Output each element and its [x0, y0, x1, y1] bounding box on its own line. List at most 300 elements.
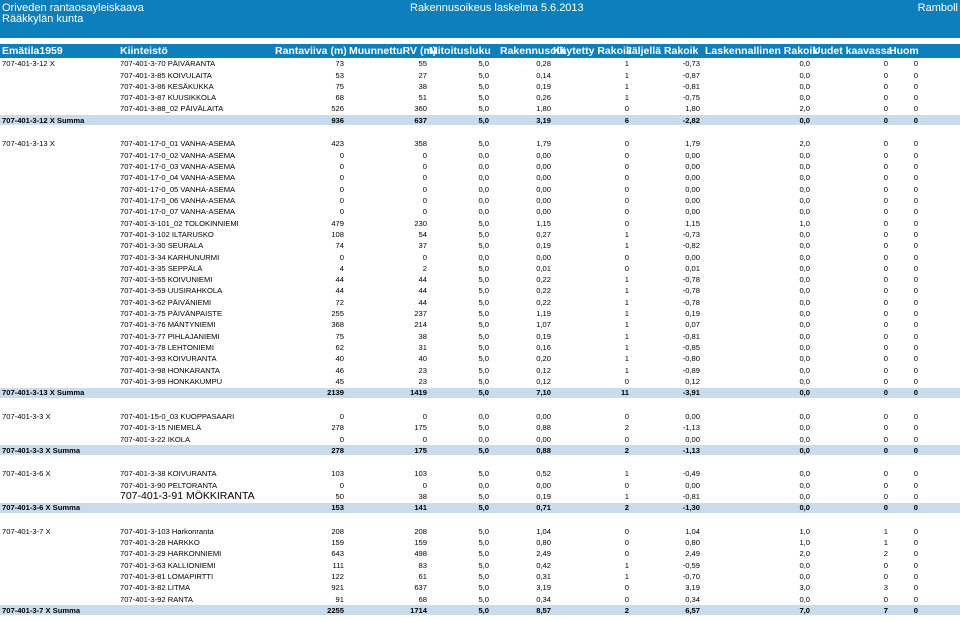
cell-note: 0	[913, 365, 918, 375]
cell-new-in-plan: 0	[883, 139, 888, 149]
cell-used-rights: 1	[624, 492, 629, 501]
cell-property: 707-401-3-103 Harkonranta	[120, 526, 214, 536]
summary-note: 0	[913, 388, 918, 398]
cell-property: 707-401-3-81 LOMAPIRTTI	[120, 572, 214, 582]
cell-remaining-rights: 0,00	[685, 411, 700, 421]
cell-used-rights: 1	[624, 572, 629, 582]
cell-note: 0	[913, 594, 918, 604]
cell-dimensioning-factor: 5,0	[478, 81, 489, 91]
cell-property: 707-401-17-0_05 VANHA-ASEMA	[120, 184, 236, 194]
cell-remaining-rights: -0,81	[682, 331, 700, 341]
column-header: Jäljellä Rakoik	[626, 45, 699, 57]
cell-shoreline-length: 111	[332, 560, 344, 570]
cell-building-rights: 0,16	[536, 343, 551, 353]
cell-shoreline-length: 122	[331, 572, 344, 582]
cell-converted-shoreline: 159	[414, 538, 427, 548]
cell-used-rights: 0	[624, 139, 629, 149]
cell-building-rights: 0,31	[536, 572, 551, 582]
cell-used-rights: 0	[624, 195, 629, 205]
cell-converted-shoreline: 23	[418, 365, 427, 375]
cell-building-rights: 0,52	[536, 469, 551, 479]
cell-calculated-rights: 0,0	[799, 286, 810, 296]
cell-building-rights: 0,80	[536, 538, 551, 548]
cell-calculated-rights: 0,0	[799, 377, 810, 387]
cell-remaining-rights: 1,79	[685, 139, 700, 149]
cell-dimensioning-factor: 5,0	[478, 354, 489, 364]
cell-new-in-plan: 0	[883, 263, 888, 273]
cell-used-rights: 0	[624, 161, 629, 171]
cell-building-rights: 0,00	[536, 161, 551, 171]
cell-dimensioning-factor: 0,0	[478, 480, 489, 490]
cell-note: 0	[913, 59, 918, 69]
cell-converted-shoreline: 0	[422, 150, 427, 160]
cell-used-rights: 1	[624, 59, 629, 69]
cell-calculated-rights: 0,0	[799, 320, 810, 330]
cell-remaining-rights: -0,80	[682, 354, 700, 364]
municipality-name: Rääkkylän kunta	[2, 13, 84, 25]
cell-note: 0	[913, 320, 918, 330]
cell-new-in-plan: 0	[883, 207, 888, 217]
cell-remaining-rights: -0,59	[682, 560, 700, 570]
cell-new-in-plan: 0	[883, 59, 888, 69]
cell-note: 0	[913, 423, 918, 433]
cell-new-in-plan: 3	[883, 583, 888, 593]
cell-property: 707-401-3-76 MÄNTYNIEMI	[120, 320, 216, 330]
cell-converted-shoreline: 44	[418, 286, 427, 296]
cell-remaining-rights: -0,81	[682, 81, 700, 91]
summary-new-in-plan: 0	[883, 445, 888, 455]
cell-remaining-rights: 0,00	[685, 173, 700, 183]
cell-used-rights: 1	[624, 241, 629, 251]
cell-note: 0	[913, 229, 918, 239]
summary-converted-shoreline: 1419	[410, 388, 427, 398]
cell-dimensioning-factor: 0,0	[478, 207, 489, 217]
cell-remaining-rights: -0,89	[682, 365, 700, 375]
cell-property: 707-401-3-77 PIHLAJANIEMI	[120, 331, 220, 341]
cell-dimensioning-factor: 5,0	[478, 93, 489, 103]
cell-dimensioning-factor: 5,0	[478, 583, 489, 593]
column-header: Huom	[889, 45, 919, 57]
cell-calculated-rights: 0,0	[799, 275, 810, 285]
cell-calculated-rights: 0,0	[799, 263, 810, 273]
cell-calculated-rights: 0,0	[799, 492, 810, 501]
cell-note: 0	[913, 297, 918, 307]
cell-property: 707-401-3-70 PÄIVÄRANTA	[120, 59, 216, 69]
cell-new-in-plan: 0	[883, 365, 888, 375]
cell-new-in-plan: 0	[883, 343, 888, 353]
cell-note: 0	[913, 252, 918, 262]
cell-dimensioning-factor: 5,0	[478, 560, 489, 570]
cell-dimensioning-factor: 5,0	[478, 70, 489, 80]
cell-converted-shoreline: 61	[418, 572, 427, 582]
cell-converted-shoreline: 83	[418, 560, 427, 570]
cell-calculated-rights: 0,0	[799, 423, 810, 433]
cell-calculated-rights: 0,0	[799, 150, 810, 160]
cell-dimensioning-factor: 5,0	[478, 309, 489, 319]
cell-parent-estate: 707-401-3-6 X	[2, 469, 51, 479]
cell-dimensioning-factor: 0,0	[478, 150, 489, 160]
cell-note: 0	[913, 469, 918, 479]
summary-row	[0, 388, 960, 398]
cell-calculated-rights: 0,0	[799, 469, 810, 479]
cell-parent-estate: 707-401-3-12 X	[2, 59, 55, 69]
summary-new-in-plan: 7	[883, 605, 888, 615]
summary-converted-shoreline: 175	[414, 445, 427, 455]
cell-parent-estate: 707-401-3-3 X	[2, 411, 51, 421]
cell-note: 0	[913, 331, 918, 341]
summary-note: 0	[913, 445, 918, 455]
cell-new-in-plan: 0	[883, 252, 888, 262]
summary-used-rights: 2	[624, 503, 629, 513]
cell-property: 707-401-3-15 NIEMELÄ	[120, 423, 202, 433]
cell-new-in-plan: 0	[883, 93, 888, 103]
cell-used-rights: 1	[624, 331, 629, 341]
cell-note: 0	[913, 161, 918, 171]
cell-property: 707-401-3-28 HARKKO	[120, 538, 200, 548]
summary-dimensioning-factor: 5,0	[478, 605, 489, 615]
summary-dimensioning-factor: 5,0	[478, 445, 489, 455]
summary-calculated-rights: 0,0	[799, 115, 810, 125]
cell-converted-shoreline: 0	[422, 195, 427, 205]
summary-used-rights: 11	[620, 388, 629, 398]
summary-shoreline-length: 2139	[327, 388, 344, 398]
cell-remaining-rights: 0,00	[685, 150, 700, 160]
cell-used-rights: 0	[624, 263, 629, 273]
cell-remaining-rights: 3,19	[685, 583, 700, 593]
cell-calculated-rights: 1,0	[799, 218, 810, 228]
cell-used-rights: 1	[624, 81, 629, 91]
cell-converted-shoreline: 103	[414, 469, 427, 479]
cell-property: 707-401-3-59 UUSIRAHKOLA	[120, 286, 223, 296]
cell-calculated-rights: 0,0	[799, 161, 810, 171]
summary-dimensioning-factor: 5,0	[478, 115, 489, 125]
cell-converted-shoreline: 0	[422, 434, 427, 444]
cell-remaining-rights: -1,13	[682, 423, 700, 433]
cell-dimensioning-factor: 5,0	[478, 104, 489, 114]
cell-new-in-plan: 0	[883, 70, 888, 80]
cell-new-in-plan: 0	[883, 195, 888, 205]
cell-calculated-rights: 2,0	[799, 104, 810, 114]
cell-shoreline-length: 44	[335, 286, 344, 296]
cell-shoreline-length: 0	[339, 195, 344, 205]
cell-converted-shoreline: 214	[414, 320, 427, 330]
cell-property: 707-401-3-35 SEPPÄLÄ	[120, 263, 203, 273]
cell-remaining-rights: -0,49	[682, 469, 700, 479]
cell-new-in-plan: 0	[883, 434, 888, 444]
cell-new-in-plan: 0	[883, 229, 888, 239]
cell-remaining-rights: 0,80	[685, 538, 700, 548]
cell-building-rights: 1,15	[536, 218, 551, 228]
cell-remaining-rights: -0,73	[682, 229, 700, 239]
cell-used-rights: 2	[624, 423, 629, 433]
cell-new-in-plan: 1	[883, 526, 888, 536]
cell-remaining-rights: 0,00	[685, 252, 700, 262]
cell-building-rights: 0,00	[536, 195, 551, 205]
cell-used-rights: 1	[624, 70, 629, 80]
cell-calculated-rights: 0,0	[799, 480, 810, 490]
cell-converted-shoreline: 37	[418, 241, 427, 251]
cell-converted-shoreline: 51	[418, 93, 427, 103]
cell-dimensioning-factor: 5,0	[478, 343, 489, 353]
cell-used-rights: 1	[624, 560, 629, 570]
cell-calculated-rights: 3,0	[799, 583, 810, 593]
cell-remaining-rights: -0,70	[682, 572, 700, 582]
cell-note: 0	[913, 572, 918, 582]
summary-calculated-rights: 0,0	[799, 445, 810, 455]
summary-new-in-plan: 0	[883, 503, 888, 513]
summary-parent-estate: 707-401-3-13 X Summa	[2, 388, 85, 398]
cell-used-rights: 1	[624, 469, 629, 479]
cell-shoreline-length: 108	[331, 229, 344, 239]
cell-new-in-plan: 0	[883, 492, 888, 501]
summary-converted-shoreline: 1714	[410, 605, 427, 615]
cell-shoreline-length: 75	[335, 81, 344, 91]
cell-used-rights: 1	[624, 309, 629, 319]
cell-new-in-plan: 0	[883, 104, 888, 114]
cell-note: 0	[913, 184, 918, 194]
cell-used-rights: 0	[624, 411, 629, 421]
cell-calculated-rights: 0,0	[799, 207, 810, 217]
cell-calculated-rights: 1,0	[799, 538, 810, 548]
summary-calculated-rights: 0,0	[799, 388, 810, 398]
cell-shoreline-length: 62	[335, 343, 344, 353]
cell-remaining-rights: 0,12	[685, 377, 700, 387]
cell-property: 707-401-3-92 RANTA	[120, 594, 193, 604]
cell-property: 707-401-3-93 KOIVURANTA	[120, 354, 217, 364]
column-header: Emätila1959	[2, 45, 63, 57]
cell-converted-shoreline: 0	[422, 252, 427, 262]
cell-used-rights: 1	[624, 297, 629, 307]
cell-note: 0	[913, 434, 918, 444]
summary-used-rights: 2	[624, 445, 629, 455]
cell-property: 707-401-3-38 KOIVURANTA	[120, 469, 217, 479]
cell-dimensioning-factor: 5,0	[478, 365, 489, 375]
summary-converted-shoreline: 141	[414, 503, 427, 513]
cell-new-in-plan: 0	[883, 81, 888, 91]
cell-used-rights: 1	[624, 275, 629, 285]
cell-building-rights: 3,19	[536, 583, 551, 593]
cell-building-rights: 0,42	[536, 560, 551, 570]
cell-note: 0	[913, 480, 918, 490]
cell-converted-shoreline: 27	[418, 70, 427, 80]
cell-calculated-rights: 0,0	[799, 184, 810, 194]
cell-dimensioning-factor: 5,0	[478, 538, 489, 548]
cell-shoreline-length: 73	[335, 59, 344, 69]
summary-row	[0, 605, 960, 615]
cell-dimensioning-factor: 5,0	[478, 263, 489, 273]
cell-remaining-rights: 0,00	[685, 184, 700, 194]
cell-converted-shoreline: 230	[414, 218, 427, 228]
cell-converted-shoreline: 44	[418, 297, 427, 307]
cell-new-in-plan: 0	[883, 161, 888, 171]
cell-note: 0	[913, 309, 918, 319]
cell-remaining-rights: 0,00	[685, 480, 700, 490]
cell-remaining-rights: 0,19	[685, 309, 700, 319]
cell-calculated-rights: 0,0	[799, 309, 810, 319]
cell-building-rights: 0,12	[536, 377, 551, 387]
cell-new-in-plan: 0	[883, 241, 888, 251]
cell-note: 0	[913, 150, 918, 160]
cell-remaining-rights: 0,00	[685, 161, 700, 171]
cell-note: 0	[913, 241, 918, 251]
cell-converted-shoreline: 38	[418, 492, 427, 501]
cell-note: 0	[913, 343, 918, 353]
cell-dimensioning-factor: 0,0	[478, 161, 489, 171]
cell-dimensioning-factor: 0,0	[478, 252, 489, 262]
cell-converted-shoreline: 0	[422, 184, 427, 194]
cell-building-rights: 0,27	[536, 229, 551, 239]
cell-parent-estate: 707-401-3-7 X	[2, 526, 51, 536]
cell-note: 0	[913, 538, 918, 548]
cell-building-rights: 0,19	[536, 331, 551, 341]
column-header: Mitoitusluku	[429, 45, 491, 57]
cell-used-rights: 1	[624, 229, 629, 239]
cell-property: 707-401-3-101_02 TOLOKINNIEMI	[120, 218, 239, 228]
cell-remaining-rights: 0,07	[685, 320, 700, 330]
cell-building-rights: 0,22	[536, 297, 551, 307]
cell-converted-shoreline: 44	[418, 275, 427, 285]
cell-note: 0	[913, 70, 918, 80]
cell-building-rights: 0,00	[536, 411, 551, 421]
cell-dimensioning-factor: 5,0	[478, 320, 489, 330]
cell-property: 707-401-3-86 KESÄKUKKA	[120, 81, 214, 91]
cell-building-rights: 0,88	[536, 423, 551, 433]
summary-building-rights: 0,88	[536, 445, 551, 455]
cell-note: 0	[913, 377, 918, 387]
cell-property: 707-401-3-75 PÄIVÄNPAISTE	[120, 309, 223, 319]
cell-dimensioning-factor: 5,0	[478, 594, 489, 604]
summary-row	[0, 115, 960, 125]
cell-building-rights: 0,00	[536, 207, 551, 217]
cell-used-rights: 0	[624, 377, 629, 387]
cell-calculated-rights: 0,0	[799, 411, 810, 421]
cell-calculated-rights: 0,0	[799, 195, 810, 205]
cell-shoreline-length: 72	[335, 297, 344, 307]
cell-shoreline-length: 75	[335, 331, 344, 341]
cell-dimensioning-factor: 5,0	[478, 241, 489, 251]
cell-converted-shoreline: 23	[418, 377, 427, 387]
cell-shoreline-length: 50	[335, 492, 344, 501]
cell-shoreline-length: 45	[335, 377, 344, 387]
cell-property: 707-401-17-0_06 VANHA-ASEMA	[120, 195, 236, 205]
cell-converted-shoreline: 40	[418, 354, 427, 364]
cell-dimensioning-factor: 0,0	[478, 195, 489, 205]
cell-property: 707-401-3-90 PELTORANTA	[120, 480, 218, 490]
cell-dimensioning-factor: 5,0	[478, 549, 489, 559]
cell-building-rights: 0,00	[536, 150, 551, 160]
cell-calculated-rights: 2,0	[799, 139, 810, 149]
cell-property: 707-401-3-85 KOIVULAITA	[120, 70, 212, 80]
cell-building-rights: 0,00	[536, 173, 551, 183]
summary-building-rights: 0,71	[536, 503, 551, 513]
cell-building-rights: 0,00	[536, 434, 551, 444]
cell-building-rights: 0,14	[536, 70, 551, 80]
summary-building-rights: 7,10	[536, 388, 551, 398]
cell-property: 707-401-17-0_03 VANHA-ASEMA	[120, 161, 236, 171]
column-header: Kiinteistö	[120, 45, 168, 57]
cell-dimensioning-factor: 5,0	[478, 297, 489, 307]
cell-remaining-rights: 1,15	[685, 218, 700, 228]
cell-dimensioning-factor: 5,0	[478, 286, 489, 296]
column-header: Rakennusoik	[500, 45, 566, 57]
cell-remaining-rights: 0,00	[685, 434, 700, 444]
cell-property: 707-401-3-88_02 PÄIVÄLAITA	[120, 104, 224, 114]
cell-shoreline-length: 921	[331, 583, 344, 593]
cell-note: 0	[913, 81, 918, 91]
cell-calculated-rights: 0,0	[799, 354, 810, 364]
cell-shoreline-length: 0	[339, 411, 344, 421]
cell-note: 0	[913, 286, 918, 296]
cell-remaining-rights: 1,80	[685, 104, 700, 114]
cell-calculated-rights: 0,0	[799, 434, 810, 444]
column-header: MuunnettuRV (m)	[349, 45, 437, 57]
cell-converted-shoreline: 54	[418, 229, 427, 239]
summary-row	[0, 503, 960, 513]
cell-used-rights: 1	[624, 286, 629, 296]
cell-building-rights: 2,49	[536, 549, 551, 559]
plan-title: Oriveden rantaosayleiskaava	[2, 2, 144, 14]
cell-calculated-rights: 0,0	[799, 365, 810, 375]
summary-used-rights: 6	[624, 115, 629, 125]
cell-dimensioning-factor: 5,0	[478, 572, 489, 582]
cell-converted-shoreline: 0	[422, 207, 427, 217]
cell-shoreline-length: 53	[335, 70, 344, 80]
summary-building-rights: 3,19	[536, 115, 551, 125]
cell-shoreline-length: 91	[335, 594, 344, 604]
cell-building-rights: 1,19	[536, 309, 551, 319]
cell-converted-shoreline: 68	[418, 594, 427, 604]
cell-new-in-plan: 0	[883, 377, 888, 387]
cell-new-in-plan: 0	[883, 560, 888, 570]
cell-new-in-plan: 0	[883, 423, 888, 433]
cell-new-in-plan: 0	[883, 411, 888, 421]
cell-converted-shoreline: 237	[414, 309, 427, 319]
cell-remaining-rights: -0,78	[682, 275, 700, 285]
cell-building-rights: 0,00	[536, 480, 551, 490]
company-name: Ramboll	[917, 2, 958, 14]
cell-used-rights: 0	[624, 104, 629, 114]
cell-converted-shoreline: 2	[422, 263, 427, 273]
cell-note: 0	[913, 526, 918, 536]
cell-new-in-plan: 1	[883, 538, 888, 548]
cell-note: 0	[913, 411, 918, 421]
cell-new-in-plan: 0	[883, 594, 888, 604]
cell-property: 707-401-15-0_03 KUOPPASAARI	[120, 411, 235, 421]
cell-new-in-plan: 0	[883, 286, 888, 296]
summary-remaining-rights: -1,30	[682, 503, 700, 513]
cell-building-rights: 0,22	[536, 286, 551, 296]
summary-used-rights: 2	[624, 605, 629, 615]
cell-new-in-plan: 0	[883, 480, 888, 490]
cell-calculated-rights: 0,0	[799, 560, 810, 570]
cell-property: 707-401-3-78 LEHTONIEMI	[120, 343, 214, 353]
summary-note: 0	[913, 115, 918, 125]
cell-shoreline-length: 0	[339, 252, 344, 262]
cell-note: 0	[913, 583, 918, 593]
cell-used-rights: 0	[624, 434, 629, 444]
cell-remaining-rights: 2,49	[685, 549, 700, 559]
cell-dimensioning-factor: 0,0	[478, 184, 489, 194]
cell-used-rights: 0	[624, 594, 629, 604]
cell-note: 0	[913, 275, 918, 285]
cell-parent-estate: 707-401-3-13 X	[2, 139, 55, 149]
cell-calculated-rights: 0,0	[799, 572, 810, 582]
summary-remaining-rights: -2,82	[682, 115, 700, 125]
cell-converted-shoreline: 637	[414, 583, 427, 593]
cell-used-rights: 1	[624, 93, 629, 103]
cell-dimensioning-factor: 5,0	[478, 377, 489, 387]
cell-shoreline-length: 4	[339, 263, 344, 273]
